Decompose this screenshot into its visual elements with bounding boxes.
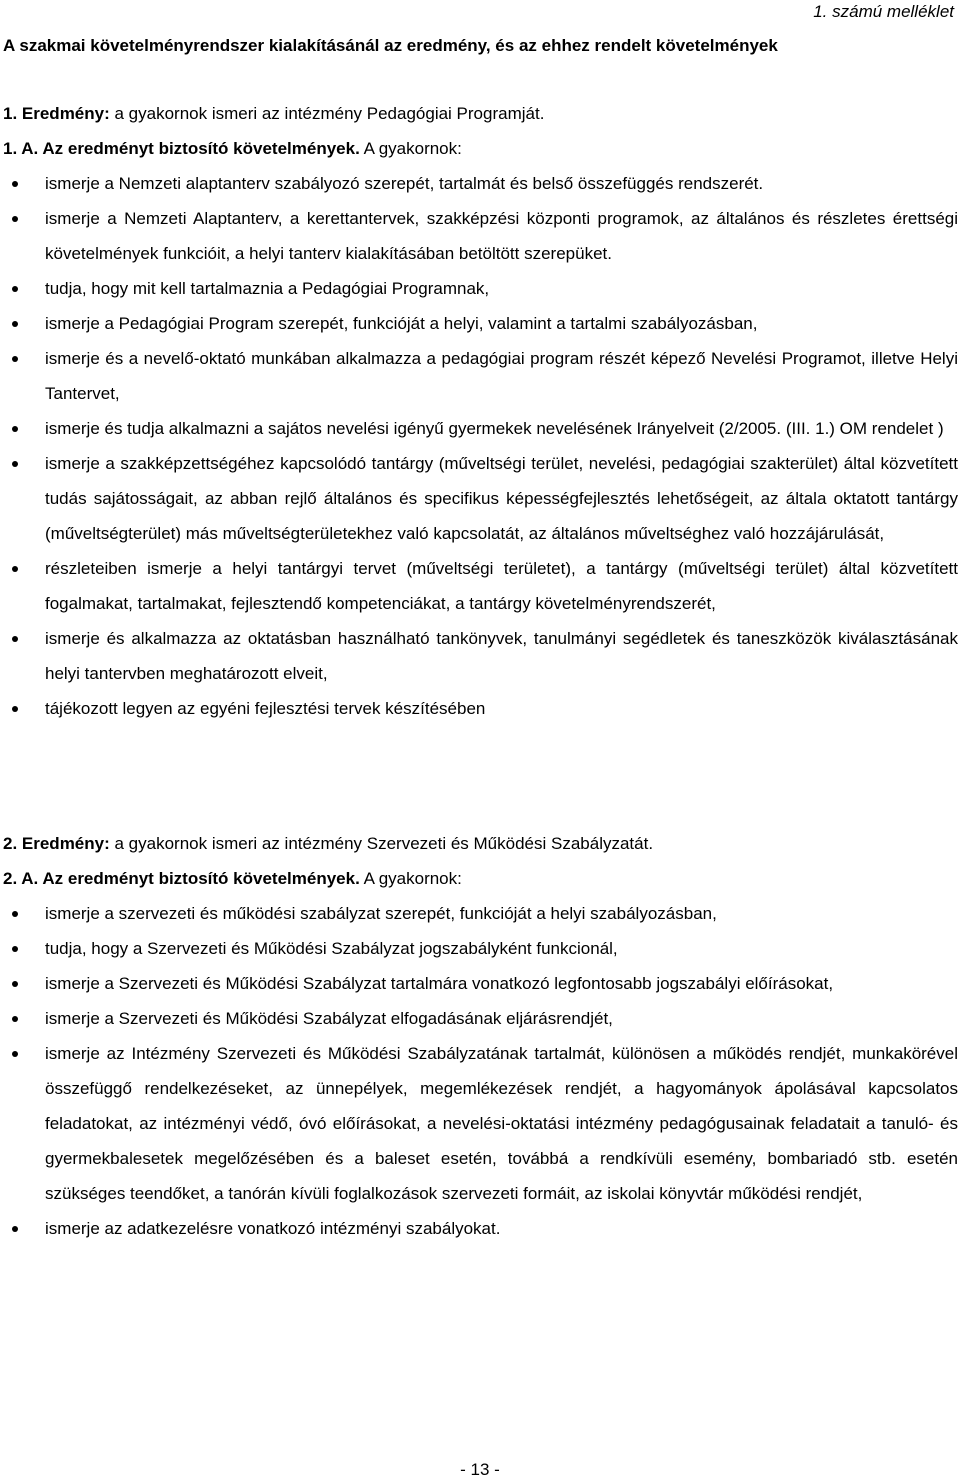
list-item-text: ismerje a Szervezeti és Működési Szabályzat tartalmára vonatkozó legfontosabb jogszabályi előírásokat, <box>45 974 834 993</box>
list-item <box>3 306 958 341</box>
section-1-result-text: a gyakornok ismeri az intézmény Pedagógiai Programját. <box>109 104 545 123</box>
list-item-text: részleteiben ismerje a helyi tantárgyi tervet (műveltségi területet), a tantárgy (műveltségi terület) által közvetített fogalmakat, tartalmakat, fejlesztendő kompetenciákat, a tantárgy követelményrendszerét, <box>45 559 958 613</box>
list-item <box>3 201 958 271</box>
list-item <box>3 896 958 931</box>
bullet-icon <box>12 181 18 187</box>
list-item <box>3 966 958 1001</box>
section-1-req-prefix: 1. A. Az eredményt biztosító követelmények. <box>3 139 360 158</box>
bullet-icon <box>12 426 18 432</box>
bullet-icon <box>12 1016 18 1022</box>
list-item <box>3 166 958 201</box>
list-item <box>3 1001 958 1036</box>
bullet-icon <box>12 981 18 987</box>
bullet-icon <box>12 286 18 292</box>
bullet-icon <box>12 1226 18 1232</box>
bullet-icon <box>12 946 18 952</box>
list-item-text: ismerje és a nevelő-oktató munkában alkalmazza a pedagógiai program részét képező Nevelési Programot, illetve Helyi Tantervet, <box>45 349 958 403</box>
section-2-requirements-heading <box>3 861 958 896</box>
bullet-icon <box>12 216 18 222</box>
section-2-req-text: A gyakornok: <box>359 869 462 888</box>
section-1-result-prefix: 1. Eredmény: <box>3 104 110 123</box>
list-item-text: ismerje a Pedagógiai Program szerepét, funkcióját a helyi, valamint a tartalmi szabályozásban, <box>45 314 758 333</box>
document-title: A szakmai követelményrendszer kialakításánál az eredmény, és az ehhez rendelt követelmények <box>3 36 778 55</box>
section-1-req-text: A gyakornok: <box>359 139 462 158</box>
list-item <box>3 1036 958 1211</box>
bullet-icon <box>12 566 18 572</box>
list-item-text: ismerje az Intézmény Szervezeti és Működési Szabályzatának tartalmát, különösen a működés rendjét, munkakörével összefüggő rendelkezéseket, az ünnepélyek, megemlékezések rendjét, a hagyományok ápolásával kapcsolatos feladatokat, az intézményi védő, óvó előírásokat, a nevelési-oktatási intézmény pedagógusainak feladatait a tanuló- és gyermekbalesetek megelőzésében és a baleset esetén, továbbá a rendkívüli esemény, bombariadó stb. esetén szükséges teendőket, a tanórán kívüli foglalkozások szervezeti formáit, az iskolai könyvtár működési rendjét, <box>45 1044 958 1203</box>
bullet-icon <box>12 356 18 362</box>
list-item-text: ismerje az adatkezelésre vonatkozó intézményi szabályokat. <box>45 1219 501 1238</box>
section-1-result <box>3 96 958 131</box>
list-item-text: tudja, hogy a Szervezeti és Működési Szabályzat jogszabályként funkcionál, <box>45 939 618 958</box>
section-2 <box>3 826 958 1246</box>
list-item-text: ismerje és alkalmazza az oktatásban használható tankönyvek, tanulmányi segédletek és taneszközök kiválasztásának helyi tantervben meghatározott elveit, <box>45 629 958 683</box>
list-item <box>3 1211 958 1246</box>
section-1 <box>3 96 958 726</box>
list-item-text: ismerje a Nemzeti alaptanterv szabályozó szerepét, tartalmát és belső összefüggés rendszerét. <box>45 174 764 193</box>
bullet-icon <box>12 461 18 467</box>
bullet-icon <box>12 706 18 712</box>
list-item-text: tudja, hogy mit kell tartalmaznia a Pedagógiai Programnak, <box>45 279 490 298</box>
section-2-result-text: a gyakornok ismeri az intézmény Szervezeti és Működési Szabályzatát. <box>109 834 654 853</box>
list-item-text: ismerje a Szervezeti és Működési Szabályzat elfogadásának eljárásrendjét, <box>45 1009 613 1028</box>
page-number: - 13 - <box>460 1460 500 1479</box>
list-item <box>3 551 958 621</box>
bullet-icon <box>12 321 18 327</box>
list-item-text: tájékozott legyen az egyéni fejlesztési tervek készítésében <box>45 699 486 718</box>
list-item <box>3 411 958 446</box>
section-2-requirement-list <box>3 896 958 1246</box>
list-item-text: ismerje és tudja alkalmazni a sajátos nevelési igényű gyermekek nevelésének Irányelveit (2/2005. (III. 1.) OM rendelet ) <box>45 419 944 438</box>
section-2-result-prefix: 2. Eredmény: <box>3 834 110 853</box>
list-item <box>3 931 958 966</box>
section-2-req-prefix: 2. A. Az eredményt biztosító követelmények. <box>3 869 360 888</box>
list-item <box>3 621 958 691</box>
list-item <box>3 271 958 306</box>
list-item-text: ismerje a szakképzettségéhez kapcsolódó tantárgy (műveltségi terület, nevelési, pedagógiai szakterület) által közvetített tudás sajátosságait, az abban rejlő általános és specifikus képességfejlesztés lehetőségeit, az általa oktatott tantárgy (műveltségterület) más műveltségterületekhez való kapcsolatát, az általános műveltséghez való hozzájárulását, <box>45 454 958 543</box>
bullet-icon <box>12 636 18 642</box>
list-item <box>3 341 958 411</box>
section-2-result <box>3 826 958 861</box>
list-item-text: ismerje a Nemzeti Alaptanterv, a kerettantervek, szakképzési központi programok, az általános és részletes érettségi követelmények funkcióit, a helyi tanterv kialakításában betöltött szerepüket. <box>45 209 958 263</box>
list-item-text: ismerje a szervezeti és működési szabályzat szerepét, funkcióját a helyi szabályozásban, <box>45 904 717 923</box>
annex-label: 1. számú melléklet <box>813 2 954 21</box>
bullet-icon <box>12 1051 18 1057</box>
list-item <box>3 446 958 551</box>
section-1-requirement-list <box>3 166 958 726</box>
bullet-icon <box>12 911 18 917</box>
list-item <box>3 691 958 726</box>
section-1-requirements-heading <box>3 131 958 166</box>
